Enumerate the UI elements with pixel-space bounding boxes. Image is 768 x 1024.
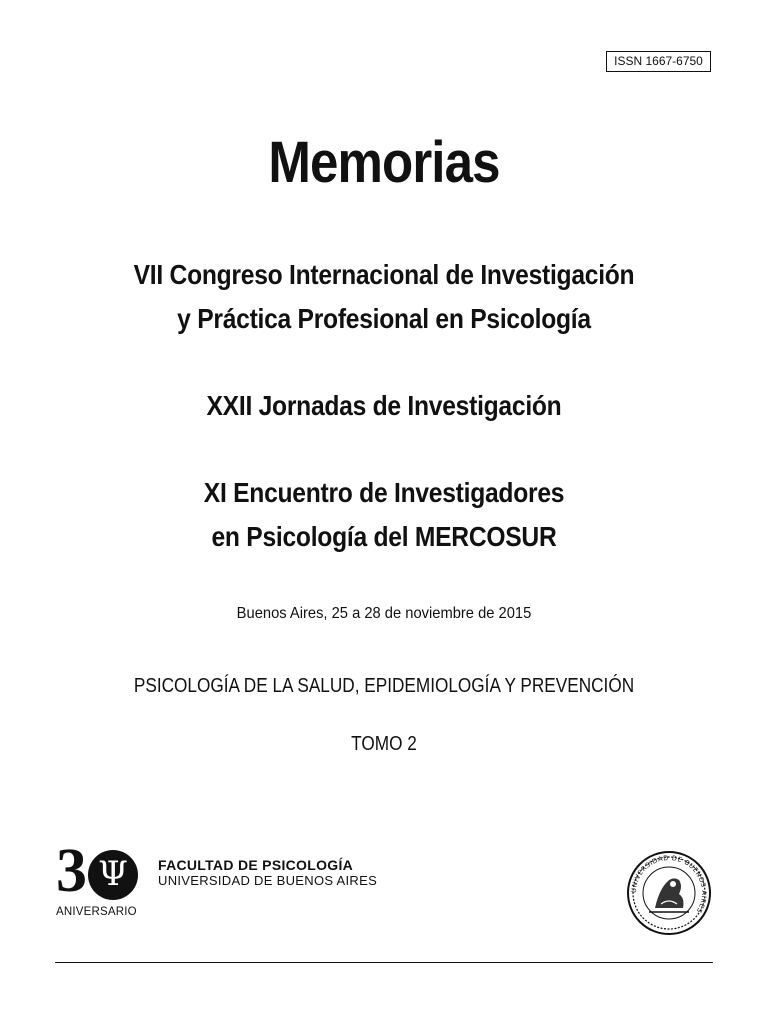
faculty-block bbox=[158, 857, 377, 888]
faculty-name: FACULTAD DE PSICOLOGÍA bbox=[158, 857, 354, 873]
encuentro-line-2: en Psicología del MERCOSUR bbox=[211, 521, 557, 552]
university-name: UNIVERSIDAD DE BUENOS AIRES bbox=[158, 873, 378, 888]
psi-icon: Ψ bbox=[98, 854, 128, 894]
seal-text: UNIVERSIDAD DE BUENOS AIRES bbox=[629, 853, 709, 915]
encuentro-heading bbox=[46, 471, 722, 559]
congress-line-1: VII Congreso Internacional de Investigación bbox=[133, 259, 635, 290]
congress-line-2: y Práctica Profesional en Psicología bbox=[177, 303, 591, 334]
congress-heading bbox=[46, 253, 722, 341]
anniversary-label: ANIVERSARIO bbox=[56, 906, 137, 918]
anniversary-number: 3 bbox=[56, 837, 87, 905]
section-title: PSICOLOGÍA DE LA SALUD, EPIDEMIOLOGÍA Y PREVENCIÓN bbox=[133, 675, 635, 697]
place-date: Buenos Aires, 25 a 28 de noviembre de 2015 bbox=[236, 605, 532, 622]
issn-box: ISSN 1667-6750 bbox=[606, 51, 711, 72]
footer-divider bbox=[55, 962, 713, 963]
page-title: Memorias bbox=[268, 130, 500, 195]
anniversary-logo bbox=[56, 837, 146, 926]
university-seal-icon bbox=[625, 850, 713, 936]
encuentro-line-1: XI Encuentro de Investigadores bbox=[203, 477, 565, 508]
jornadas-heading: XXII Jornadas de Investigación bbox=[206, 390, 562, 421]
volume-label: TOMO 2 bbox=[351, 733, 417, 755]
